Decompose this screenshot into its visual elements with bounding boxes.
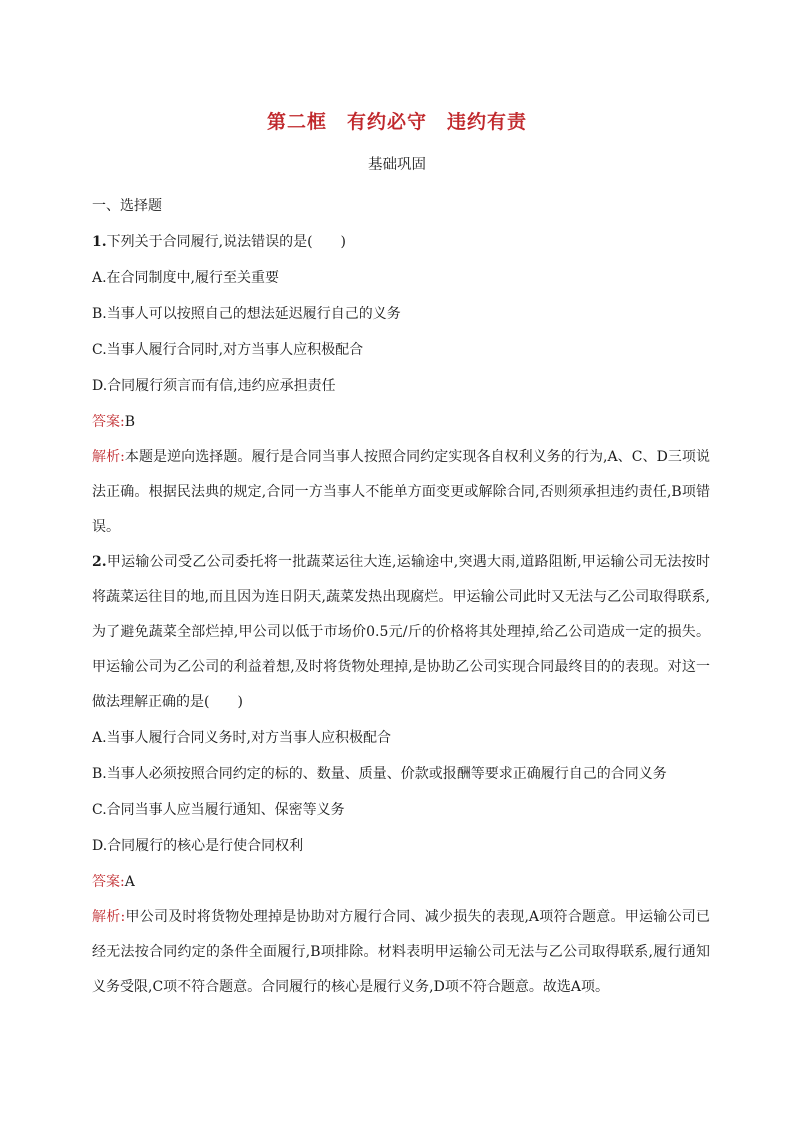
question-text: 下列关于合同履行,说法错误的是( ) bbox=[106, 234, 346, 250]
option-d: D.合同履行的核心是行使合同权利 bbox=[92, 838, 304, 854]
analysis-text: 本题是逆向选择题。履行是合同当事人按照合同约定实现各自权利义务的行为,A、C、D三项说法正确。根据民法典的规定,合同一方当事人不能单方面变更或解除合同,否则须承担违约责任,B项错误。 bbox=[92, 449, 710, 535]
document-body bbox=[92, 188, 710, 1005]
analysis-label: 解析: bbox=[92, 449, 125, 465]
section-heading: 一、选择题 bbox=[92, 198, 162, 214]
option-b: B.当事人可以按照自己的想法延迟履行自己的义务 bbox=[92, 306, 401, 322]
option-a: A.当事人履行合同义务时,对方当事人应积极配合 bbox=[92, 730, 392, 746]
question-number: 2. bbox=[92, 554, 107, 570]
analysis-label: 解析: bbox=[92, 909, 126, 925]
option-d: D.合同履行须言而有信,违约应承担责任 bbox=[92, 378, 336, 394]
answer-value: A bbox=[124, 874, 135, 890]
question-number: 1. bbox=[92, 234, 107, 250]
answer bbox=[92, 864, 710, 900]
option-c: C.合同当事人应当履行通知、保密等义务 bbox=[92, 802, 345, 818]
answer-label: 答案: bbox=[92, 414, 125, 430]
question-stem bbox=[92, 545, 710, 720]
page-title: 第二框 有约必守 违约有责 bbox=[266, 111, 527, 133]
page-subtitle: 基础巩固 bbox=[368, 157, 426, 173]
question-text: 甲运输公司受乙公司委托将一批蔬菜运往大连,运输途中,突遇大雨,道路阻断,甲运输公司无法按时将蔬菜运往目的地,而且因为连日阴天,蔬菜发热出现腐烂。甲运输公司此时又无法与乙公司取得联系,为了避免蔬菜全部烂掉,甲公司以低于市场价0.5元/斤的价格将其处理掉,给乙公司造成一定的损失。甲运输公司为乙公司的利益着想,及时将货物处理掉,是协助乙公司实现合同最终目的的表现。对这一做法理解正确的是( ) bbox=[92, 554, 710, 710]
answer-value: B bbox=[124, 414, 136, 430]
question-stem bbox=[92, 224, 710, 260]
option-a: A.在合同制度中,履行至关重要 bbox=[92, 270, 280, 286]
analysis bbox=[92, 440, 710, 545]
question-2 bbox=[92, 545, 710, 1005]
question-1 bbox=[92, 224, 710, 545]
option-b: B.当事人必须按照合同约定的标的、数量、质量、价款或报酬等要求正确履行自己的合同义务 bbox=[92, 766, 667, 782]
option-c: C.当事人履行合同时,对方当事人应积极配合 bbox=[92, 342, 364, 358]
analysis-text: 甲公司及时将货物处理掉是协助对方履行合同、减少损失的表现,A项符合题意。甲运输公司已经无法按合同约定的条件全面履行,B项排除。材料表明甲运输公司无法与乙公司取得联系,履行通知义务受限,C项不符合题意。合同履行的核心是履行义务,D项不符合题意。故选A项。 bbox=[92, 909, 710, 995]
answer-label: 答案: bbox=[92, 874, 125, 890]
analysis bbox=[92, 900, 710, 1005]
answer bbox=[92, 404, 710, 440]
